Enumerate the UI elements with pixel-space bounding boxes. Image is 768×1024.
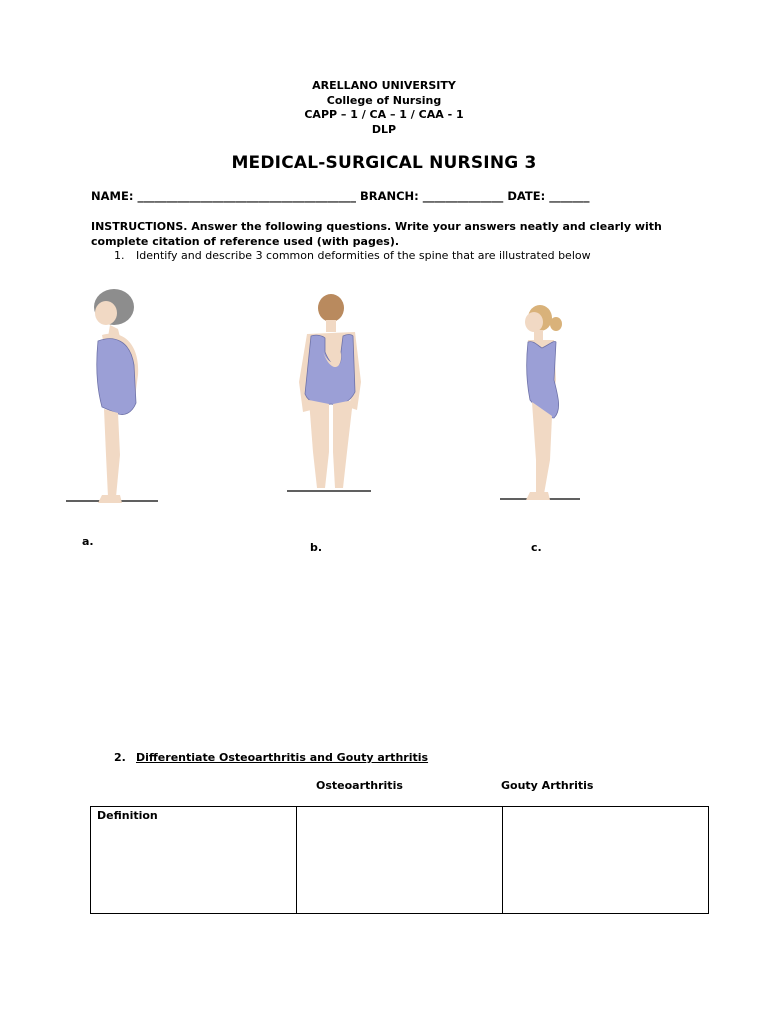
page-title: MEDICAL-SURGICAL NURSING 3 [231,153,537,173]
question-2-text: Differentiate Osteoarthritis and Gouty arthritis [136,751,429,764]
question-2 [114,751,428,764]
question-1-text: Identify and describe 3 common deformities of the spine that are illustrated below [136,249,591,262]
gouty-arthritis-definition-cell[interactable] [503,807,709,914]
figure-c-illustration [498,300,588,510]
university-name: ARELLANO UNIVERSITY [312,79,456,92]
figure-c-label: c. [531,541,542,554]
osteoarthritis-definition-cell[interactable] [297,807,503,914]
question-2-number: 2. [114,751,126,764]
column-header-gouty-arthritis: Gouty Arthritis [501,779,594,792]
table-row [91,807,709,914]
comparison-table [90,806,709,914]
figure-a-illustration [62,285,162,510]
branch-label: BRANCH: [359,189,419,203]
row-label-definition: Definition [91,807,297,914]
college-name: College of Nursing [326,94,442,107]
branch-field[interactable]: ______________ [422,189,504,203]
name-label: NAME: [91,189,134,203]
question-1 [114,249,591,262]
figure-b-label: b. [310,541,323,554]
name-field[interactable]: ______________________________________ [137,189,356,203]
date-field[interactable]: _______ [549,189,590,203]
course-code: CAPP – 1 / CA – 1 / CAA - 1 [304,108,464,121]
question-1-number: 1. [114,249,125,262]
instructions: INSTRUCTIONS. Answer the following questions. Write your answers neatly and clearly with complete citation of reference used (with pages). [91,220,662,248]
column-header-osteoarthritis: Osteoarthritis [316,779,403,792]
figure-b-illustration [285,292,375,502]
doc-type: DLP [371,123,397,136]
date-label: DATE: [507,189,546,203]
figure-a-label: a. [82,535,94,548]
student-fields [91,189,589,203]
